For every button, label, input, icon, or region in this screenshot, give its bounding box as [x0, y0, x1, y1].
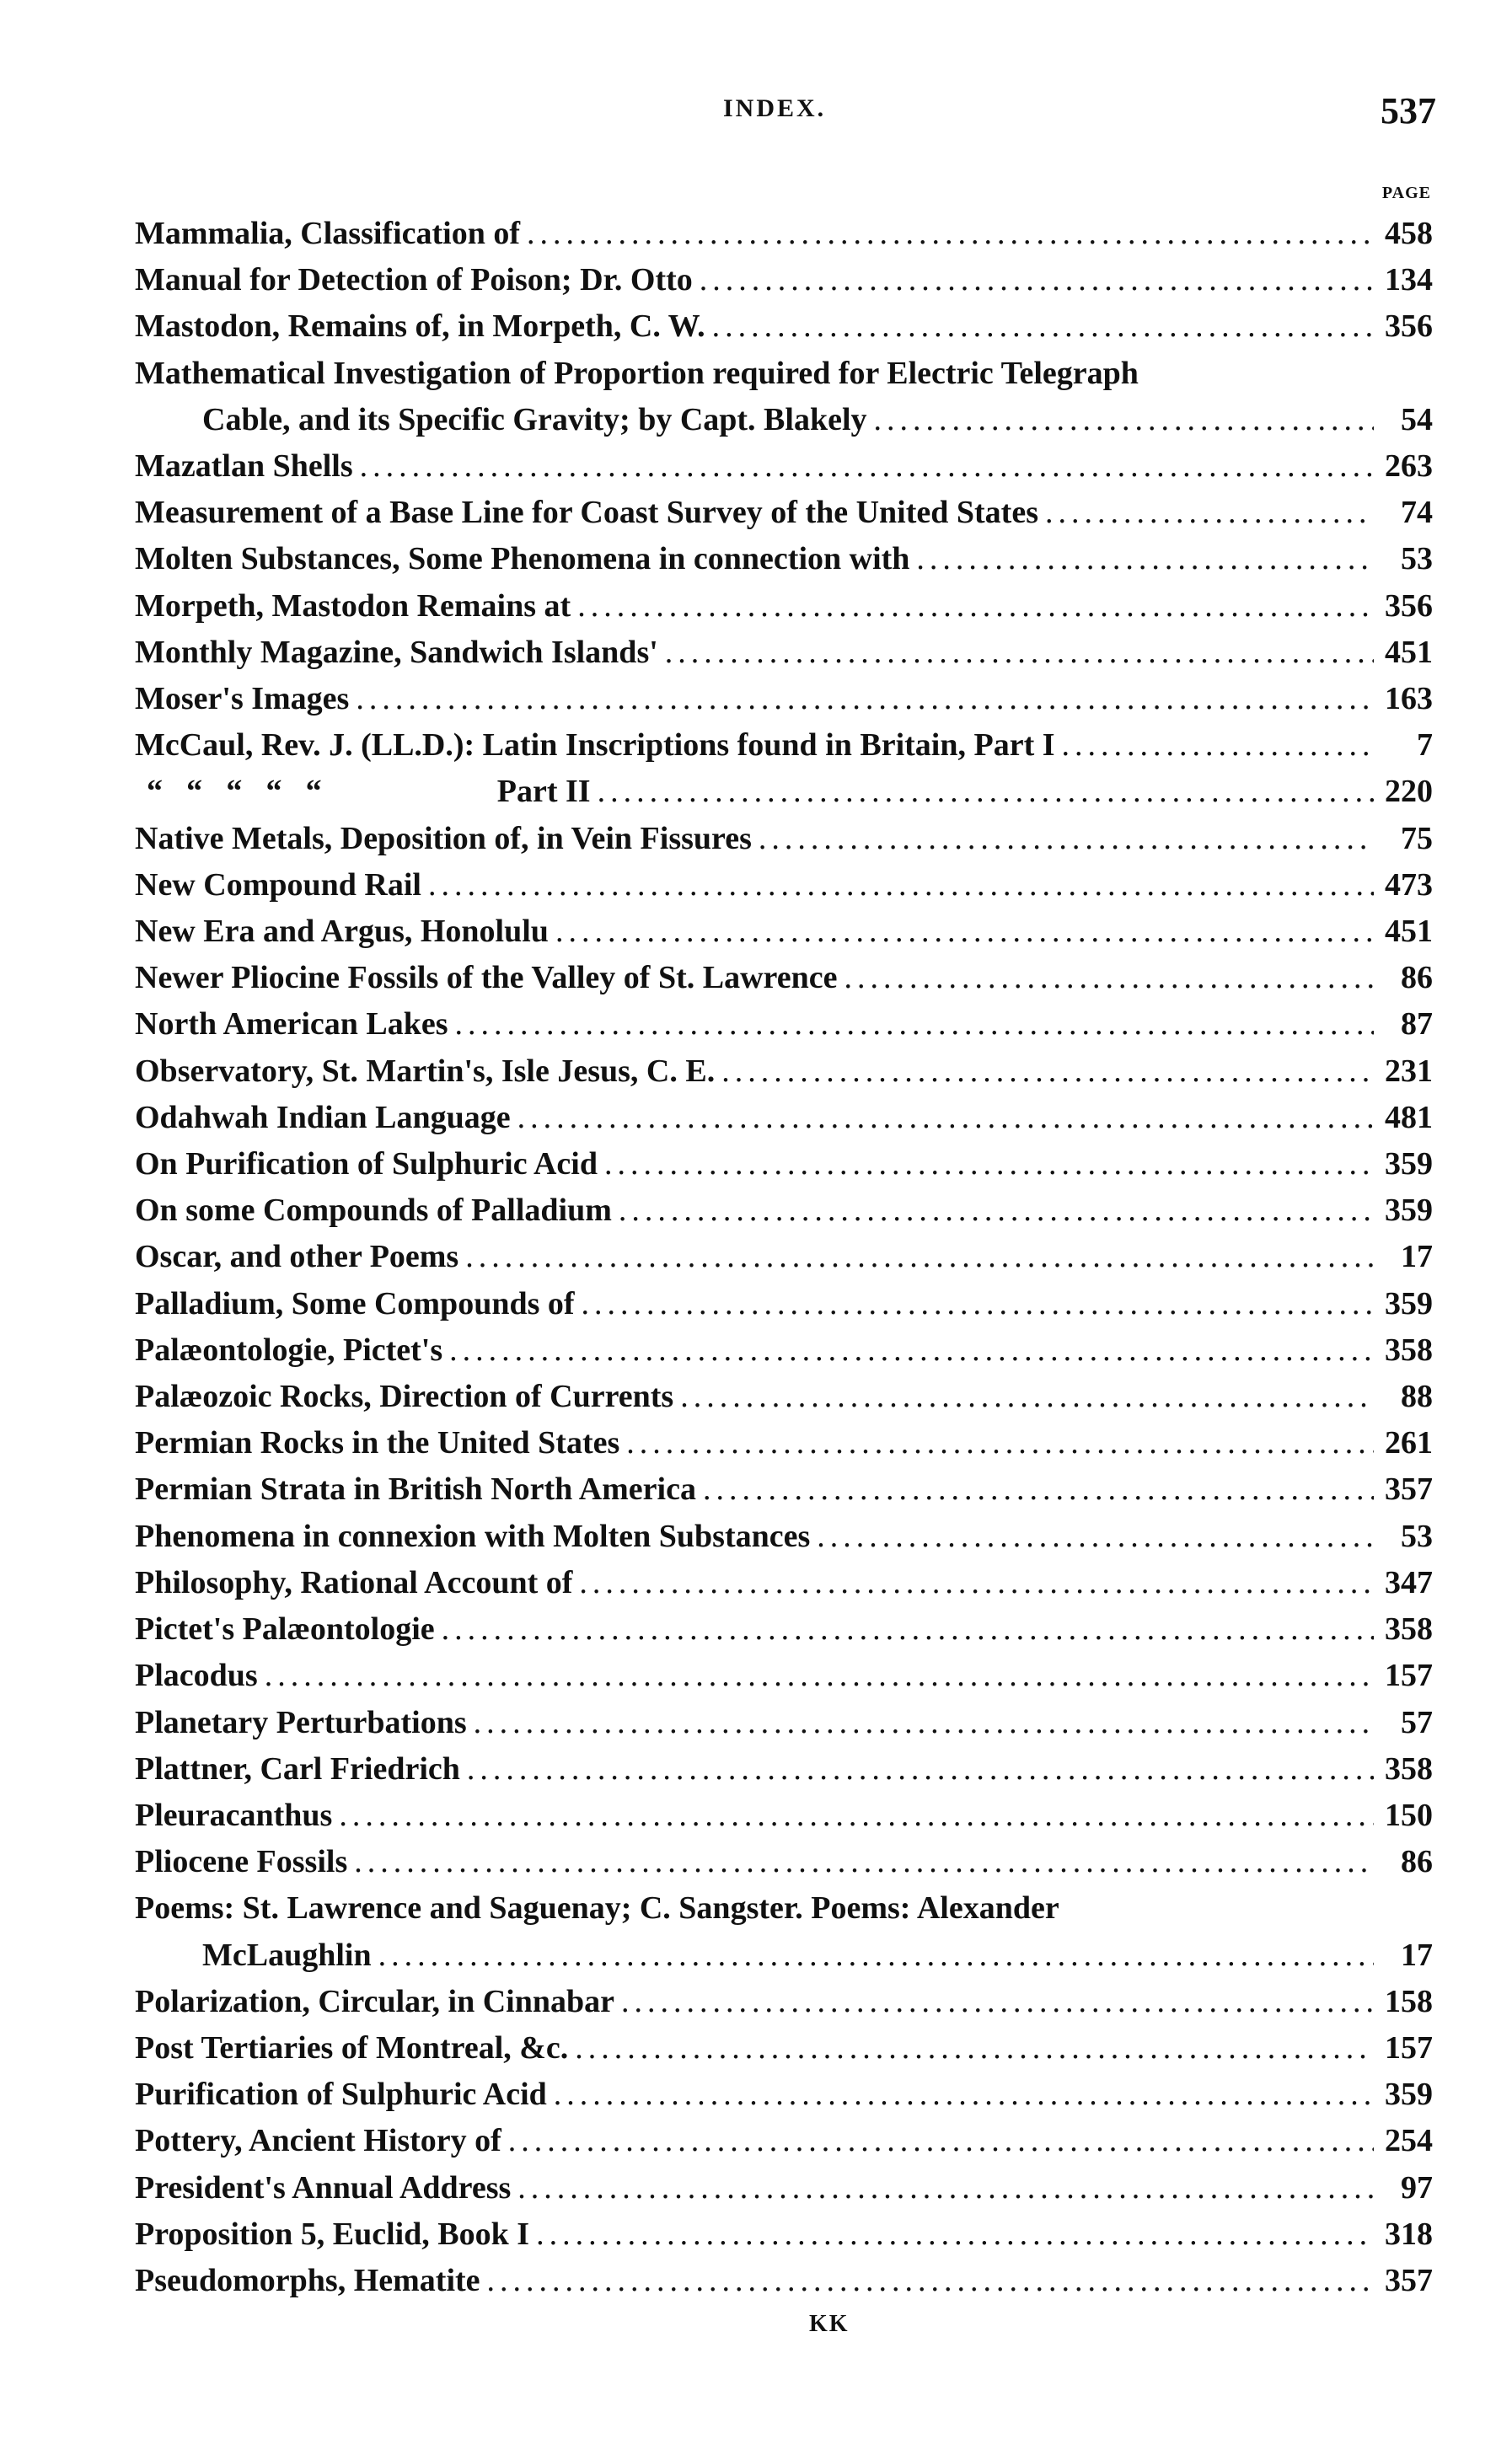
entry-text: Plattner, Carl Friedrich	[135, 1750, 460, 1787]
index-entry	[135, 722, 1433, 769]
index-entry	[135, 536, 1433, 582]
dot-leader	[604, 1141, 1374, 1187]
dot-leader	[575, 2025, 1374, 2072]
entry-page: 358	[1385, 1750, 1433, 1787]
index-entry	[135, 257, 1433, 303]
dot-leader	[356, 676, 1374, 722]
signature-mark: KK	[809, 2311, 850, 2337]
dot-leader	[582, 1281, 1374, 1327]
ditto-mark: “	[265, 774, 282, 810]
dot-leader	[265, 1653, 1374, 1699]
entry-page: 347	[1385, 1564, 1433, 1600]
dot-leader	[339, 1793, 1374, 1839]
entry-text: Placodus	[135, 1658, 258, 1694]
dot-leader	[619, 1187, 1374, 1234]
entry-page: 451	[1385, 634, 1433, 670]
dot-leader	[665, 630, 1374, 676]
dot-leader	[554, 2072, 1374, 2118]
dot-leader	[527, 211, 1374, 257]
entry-text: Part II	[496, 774, 591, 810]
entry-page: 74	[1401, 495, 1433, 531]
entry-page: 451	[1385, 914, 1433, 950]
entry-page: 473	[1385, 866, 1433, 903]
index-entry	[135, 1466, 1433, 1513]
index-entry	[135, 630, 1433, 676]
index-entry	[135, 2211, 1433, 2258]
entry-text: Pseudomorphs, Hematite	[135, 2262, 480, 2298]
entry-text: President's Annual Address	[135, 2169, 512, 2206]
index-entry	[135, 351, 1433, 443]
entry-page: 157	[1385, 2029, 1433, 2066]
entry-page: 87	[1401, 1006, 1433, 1043]
page-number: 537	[1381, 90, 1436, 131]
dot-leader	[487, 2258, 1374, 2304]
index-entry	[135, 1141, 1433, 1187]
entry-page: 86	[1401, 1844, 1433, 1880]
entry-text: Monthly Magazine, Sandwich Islands'	[135, 634, 658, 670]
entry-text: Phenomena in connexion with Molten Substances	[135, 1518, 811, 1554]
entry-text: Pictet's Palæontologie	[135, 1611, 435, 1648]
index-entry	[135, 955, 1433, 1001]
entry-page: 359	[1385, 2077, 1433, 2113]
entry-text: Pleuracanthus	[135, 1797, 333, 1833]
entry-text: Post Tertiaries of Montreal, &c.	[135, 2029, 569, 2066]
index-entry	[135, 1095, 1433, 1141]
dot-leader	[621, 1979, 1374, 2025]
dot-leader	[465, 1234, 1374, 1280]
ditto-mark: “	[305, 774, 322, 810]
entry-text: Moser's Images	[135, 681, 350, 717]
entry-page: 358	[1385, 1332, 1433, 1368]
index-entry	[135, 1048, 1433, 1095]
entry-text: Proposition 5, Euclid, Book I	[135, 2216, 530, 2252]
index-entry	[135, 1979, 1433, 2025]
index-entry	[135, 862, 1433, 909]
dot-leader	[360, 443, 1374, 490]
entry-text: Permian Strata in British North America	[135, 1471, 696, 1508]
index-entry	[135, 1281, 1433, 1327]
entry-continuation: Cable, and its Specific Gravity; by Capt. Blakely	[202, 401, 867, 437]
entry-page: 17	[1401, 1937, 1433, 1973]
entry-page: 57	[1401, 1704, 1433, 1740]
entry-text: Polarization, Circular, in Cinnabar	[135, 1983, 614, 2019]
index-entry	[135, 2258, 1433, 2304]
ditto-mark: “	[186, 774, 203, 810]
dot-leader	[1045, 490, 1374, 536]
entry-text: Pottery, Ancient History of	[135, 2123, 501, 2159]
dot-leader	[442, 1606, 1374, 1653]
index-entry	[135, 1746, 1433, 1793]
entry-page: 75	[1401, 820, 1433, 856]
dot-leader	[579, 1560, 1374, 1606]
entry-text: On Purification of Sulphuric Acid	[135, 1146, 598, 1182]
index-entry	[135, 583, 1433, 630]
entry-page: 356	[1385, 587, 1433, 624]
index-entry	[135, 769, 1433, 815]
entry-page: 261	[1385, 1425, 1433, 1461]
entry-text: Mastodon, Remains of, in Morpeth, C. W.	[135, 308, 705, 345]
entry-text: Planetary Perturbations	[135, 1704, 467, 1740]
entry-page: 263	[1385, 448, 1433, 485]
index-entry	[135, 211, 1433, 257]
entry-page: 356	[1385, 308, 1433, 345]
ditto-mark: “	[147, 774, 163, 810]
entry-text: Oscar, and other Poems	[135, 1239, 459, 1275]
entry-text: McCaul, Rev. J. (LL.D.): Latin Inscriptions found in Britain, Part I	[135, 727, 1055, 764]
dot-leader	[354, 1839, 1374, 1885]
dot-leader	[555, 909, 1374, 955]
entry-page: 157	[1385, 1658, 1433, 1694]
index-entry	[135, 2165, 1433, 2211]
index-entry	[135, 1885, 1433, 1978]
entry-page: 163	[1385, 681, 1433, 717]
index-entry	[135, 1653, 1433, 1699]
index-entry	[135, 490, 1433, 536]
entry-text: Palladium, Some Compounds of	[135, 1285, 575, 1321]
dot-leader	[703, 1466, 1374, 1513]
entry-page: 359	[1385, 1285, 1433, 1321]
dot-leader	[844, 955, 1374, 1001]
entry-page: 86	[1401, 960, 1433, 996]
entry-page: 359	[1385, 1193, 1433, 1229]
entry-text: Pliocene Fossils	[135, 1844, 348, 1880]
index-entry	[135, 1187, 1433, 1234]
dot-leader	[721, 1048, 1374, 1095]
entry-page: 150	[1385, 1797, 1433, 1833]
dot-leader	[577, 583, 1374, 630]
entry-page: 53	[1401, 1518, 1433, 1554]
index-entry	[135, 1560, 1433, 1606]
index-entry	[135, 303, 1433, 350]
ditto-mark: “	[226, 774, 243, 810]
dot-leader	[817, 1514, 1374, 1560]
dot-leader	[378, 1932, 1374, 1979]
entry-text: Odahwah Indian Language	[135, 1099, 511, 1135]
index-entry	[135, 443, 1433, 490]
entry-page: 134	[1385, 262, 1433, 298]
entry-page: 158	[1385, 1983, 1433, 2019]
index-entry	[135, 909, 1433, 955]
dot-leader	[517, 1095, 1374, 1141]
index-entry	[135, 816, 1433, 862]
entry-text: Measurement of a Base Line for Coast Survey of the United States	[135, 495, 1038, 531]
entry-text: Mammalia, Classification of	[135, 216, 521, 251]
entry-text: Newer Pliocine Fossils of the Valley of St. Lawrence	[135, 960, 838, 996]
index-entry	[135, 1374, 1433, 1420]
running-head: INDEX.	[723, 94, 827, 122]
entry-text: North American Lakes	[135, 1006, 448, 1043]
entry-page: 7	[1417, 727, 1433, 764]
dot-leader	[517, 2165, 1374, 2211]
entry-text: Poems: St. Lawrence and Saguenay; C. Sangster. Poems: Alexander	[135, 1890, 1059, 1927]
entry-page: 359	[1385, 1146, 1433, 1182]
dot-leader	[508, 2118, 1374, 2164]
entry-text: Permian Rocks in the United States	[135, 1425, 620, 1461]
entry-page: 358	[1385, 1611, 1433, 1648]
entry-page: 220	[1385, 774, 1434, 810]
dot-leader	[428, 862, 1374, 909]
index-entry	[135, 676, 1433, 722]
index-entry	[135, 1234, 1433, 1280]
entry-page: 481	[1385, 1099, 1433, 1135]
entry-text: Observatory, St. Martin's, Isle Jesus, C. E.	[135, 1053, 716, 1089]
entry-text: New Era and Argus, Honolulu	[135, 914, 549, 950]
dot-leader	[449, 1327, 1374, 1374]
entry-page: 231	[1385, 1053, 1433, 1089]
dot-leader	[536, 2211, 1374, 2258]
index-entry	[135, 2118, 1433, 2164]
dot-leader	[1062, 722, 1374, 769]
entry-page: 357	[1385, 2262, 1433, 2298]
entry-page: 54	[1401, 401, 1433, 437]
entry-page: 97	[1401, 2169, 1433, 2206]
index-entry	[135, 1700, 1433, 1746]
page-column-heading: PAGE	[1381, 184, 1431, 202]
dot-leader	[474, 1700, 1374, 1746]
entry-page: 254	[1385, 2123, 1433, 2159]
index-entry	[135, 2072, 1433, 2118]
entry-text: New Compound Rail	[135, 866, 421, 903]
index-entry	[135, 1514, 1433, 1560]
dot-leader	[680, 1374, 1374, 1420]
entry-text: Palæontologie, Pictet's	[135, 1332, 443, 1368]
dot-leader	[759, 816, 1374, 862]
index-entries	[135, 211, 1433, 2304]
entry-text: Philosophy, Rational Account of	[135, 1564, 573, 1600]
entry-text: Purification of Sulphuric Acid	[135, 2077, 547, 2113]
entry-page: 357	[1385, 1471, 1433, 1508]
index-entry	[135, 1327, 1433, 1374]
dot-leader	[626, 1420, 1374, 1466]
entry-page: 318	[1385, 2216, 1433, 2252]
dot-leader	[467, 1746, 1374, 1793]
entry-text: Palæozoic Rocks, Direction of Currents	[135, 1379, 674, 1415]
dot-leader	[455, 1001, 1374, 1048]
entry-text: Mathematical Investigation of Proportion required for Electric Telegraph	[135, 355, 1139, 391]
dot-leader	[598, 769, 1374, 815]
entry-text: On some Compounds of Palladium	[135, 1193, 612, 1229]
index-entry	[135, 1420, 1433, 1466]
entry-text: Manual for Detection of Poison; Dr. Otto	[135, 262, 693, 298]
entry-text: Mazatlan Shells	[135, 448, 353, 485]
index-entry	[135, 1001, 1433, 1048]
dot-leader	[874, 397, 1374, 443]
index-entry	[135, 2025, 1433, 2072]
entry-text: Molten Substances, Some Phenomena in connection with	[135, 541, 910, 577]
index-entry	[135, 1793, 1433, 1839]
entry-page: 458	[1385, 216, 1433, 251]
entry-page: 88	[1401, 1379, 1433, 1415]
dot-leader	[712, 303, 1374, 350]
entry-page: 17	[1401, 1239, 1433, 1275]
dot-leader	[700, 257, 1374, 303]
dot-leader	[916, 536, 1374, 582]
index-entry	[135, 1606, 1433, 1653]
entry-continuation: McLaughlin	[202, 1937, 372, 1973]
entry-page: 53	[1401, 541, 1433, 577]
entry-text: Morpeth, Mastodon Remains at	[135, 587, 571, 624]
index-entry	[135, 1839, 1433, 1885]
entry-text: Native Metals, Deposition of, in Vein Fissures	[135, 820, 752, 856]
